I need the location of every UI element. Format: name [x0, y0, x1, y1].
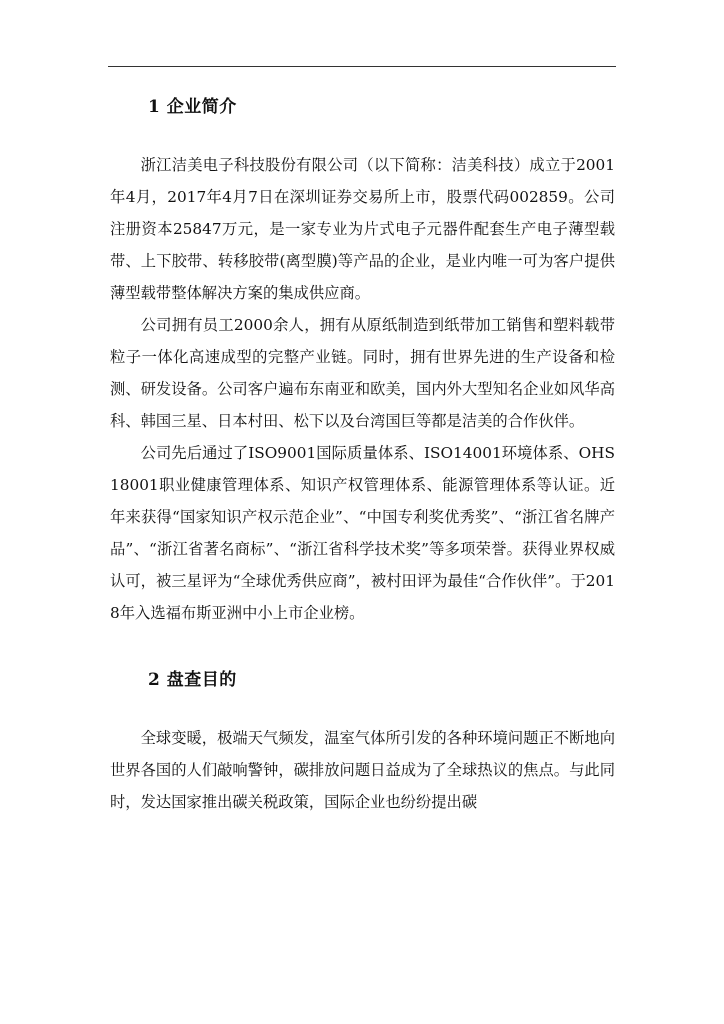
paragraph-inventory-purpose: 全球变暖，极端天气频发，温室气体所引发的各种环境问题正不断地向世界各国的人们敲响警钟，碳排放问题日益成为了全球热议的焦点。与此同时，发达国家推出碳关税政策，国际企业也纷纷提出碳: [110, 729, 615, 811]
section-heading-inventory-purpose: 2 盘查目的: [148, 670, 237, 690]
header-rule: [108, 66, 616, 67]
document-body: [110, 86, 615, 818]
section-heading-company-profile: 1 企业简介: [148, 97, 237, 117]
paragraph-company-certifications: 公司先后通过了ISO9001国际质量体系、ISO14001环境体系、OHS18001职业健康管理体系、知识产权管理体系、能源管理体系等认证。近年来获得“国家知识产权示范企业”、“中国专利奖优秀奖”、“浙江省名牌产品”、“浙江省著名商标”、“浙江省科学技术奖”等多项荣誉。获得业界权威认可，被三星评为“全球优秀供应商”，被村田评为最佳“合作伙伴”。于2018年入选福布斯亚洲中小上市企业榜。: [110, 444, 615, 622]
paragraph-company-scale: 公司拥有员工2000余人，拥有从原纸制造到纸带加工销售和塑料载带粒子一体化高速成型的完整产业链。同时，拥有世界先进的生产设备和检测、研发设备。公司客户遍布东南亚和欧美，国内外大型知名企业如风华高科、韩国三星、日本村田、松下以及台湾国巨等都是洁美的合作伙伴。: [110, 316, 615, 430]
paragraph-company-intro: 浙江洁美电子科技股份有限公司（以下简称：洁美科技）成立于2001年4月，2017年4月7日在深圳证券交易所上市，股票代码002859。公司注册资本25847万元，是一家专业为片式电子元器件配套生产电子薄型载带、上下胶带、转移胶带(离型膜)等产品的企业，是业内唯一可为客户提供薄型载带整体解决方案的集成供应商。: [110, 156, 615, 302]
